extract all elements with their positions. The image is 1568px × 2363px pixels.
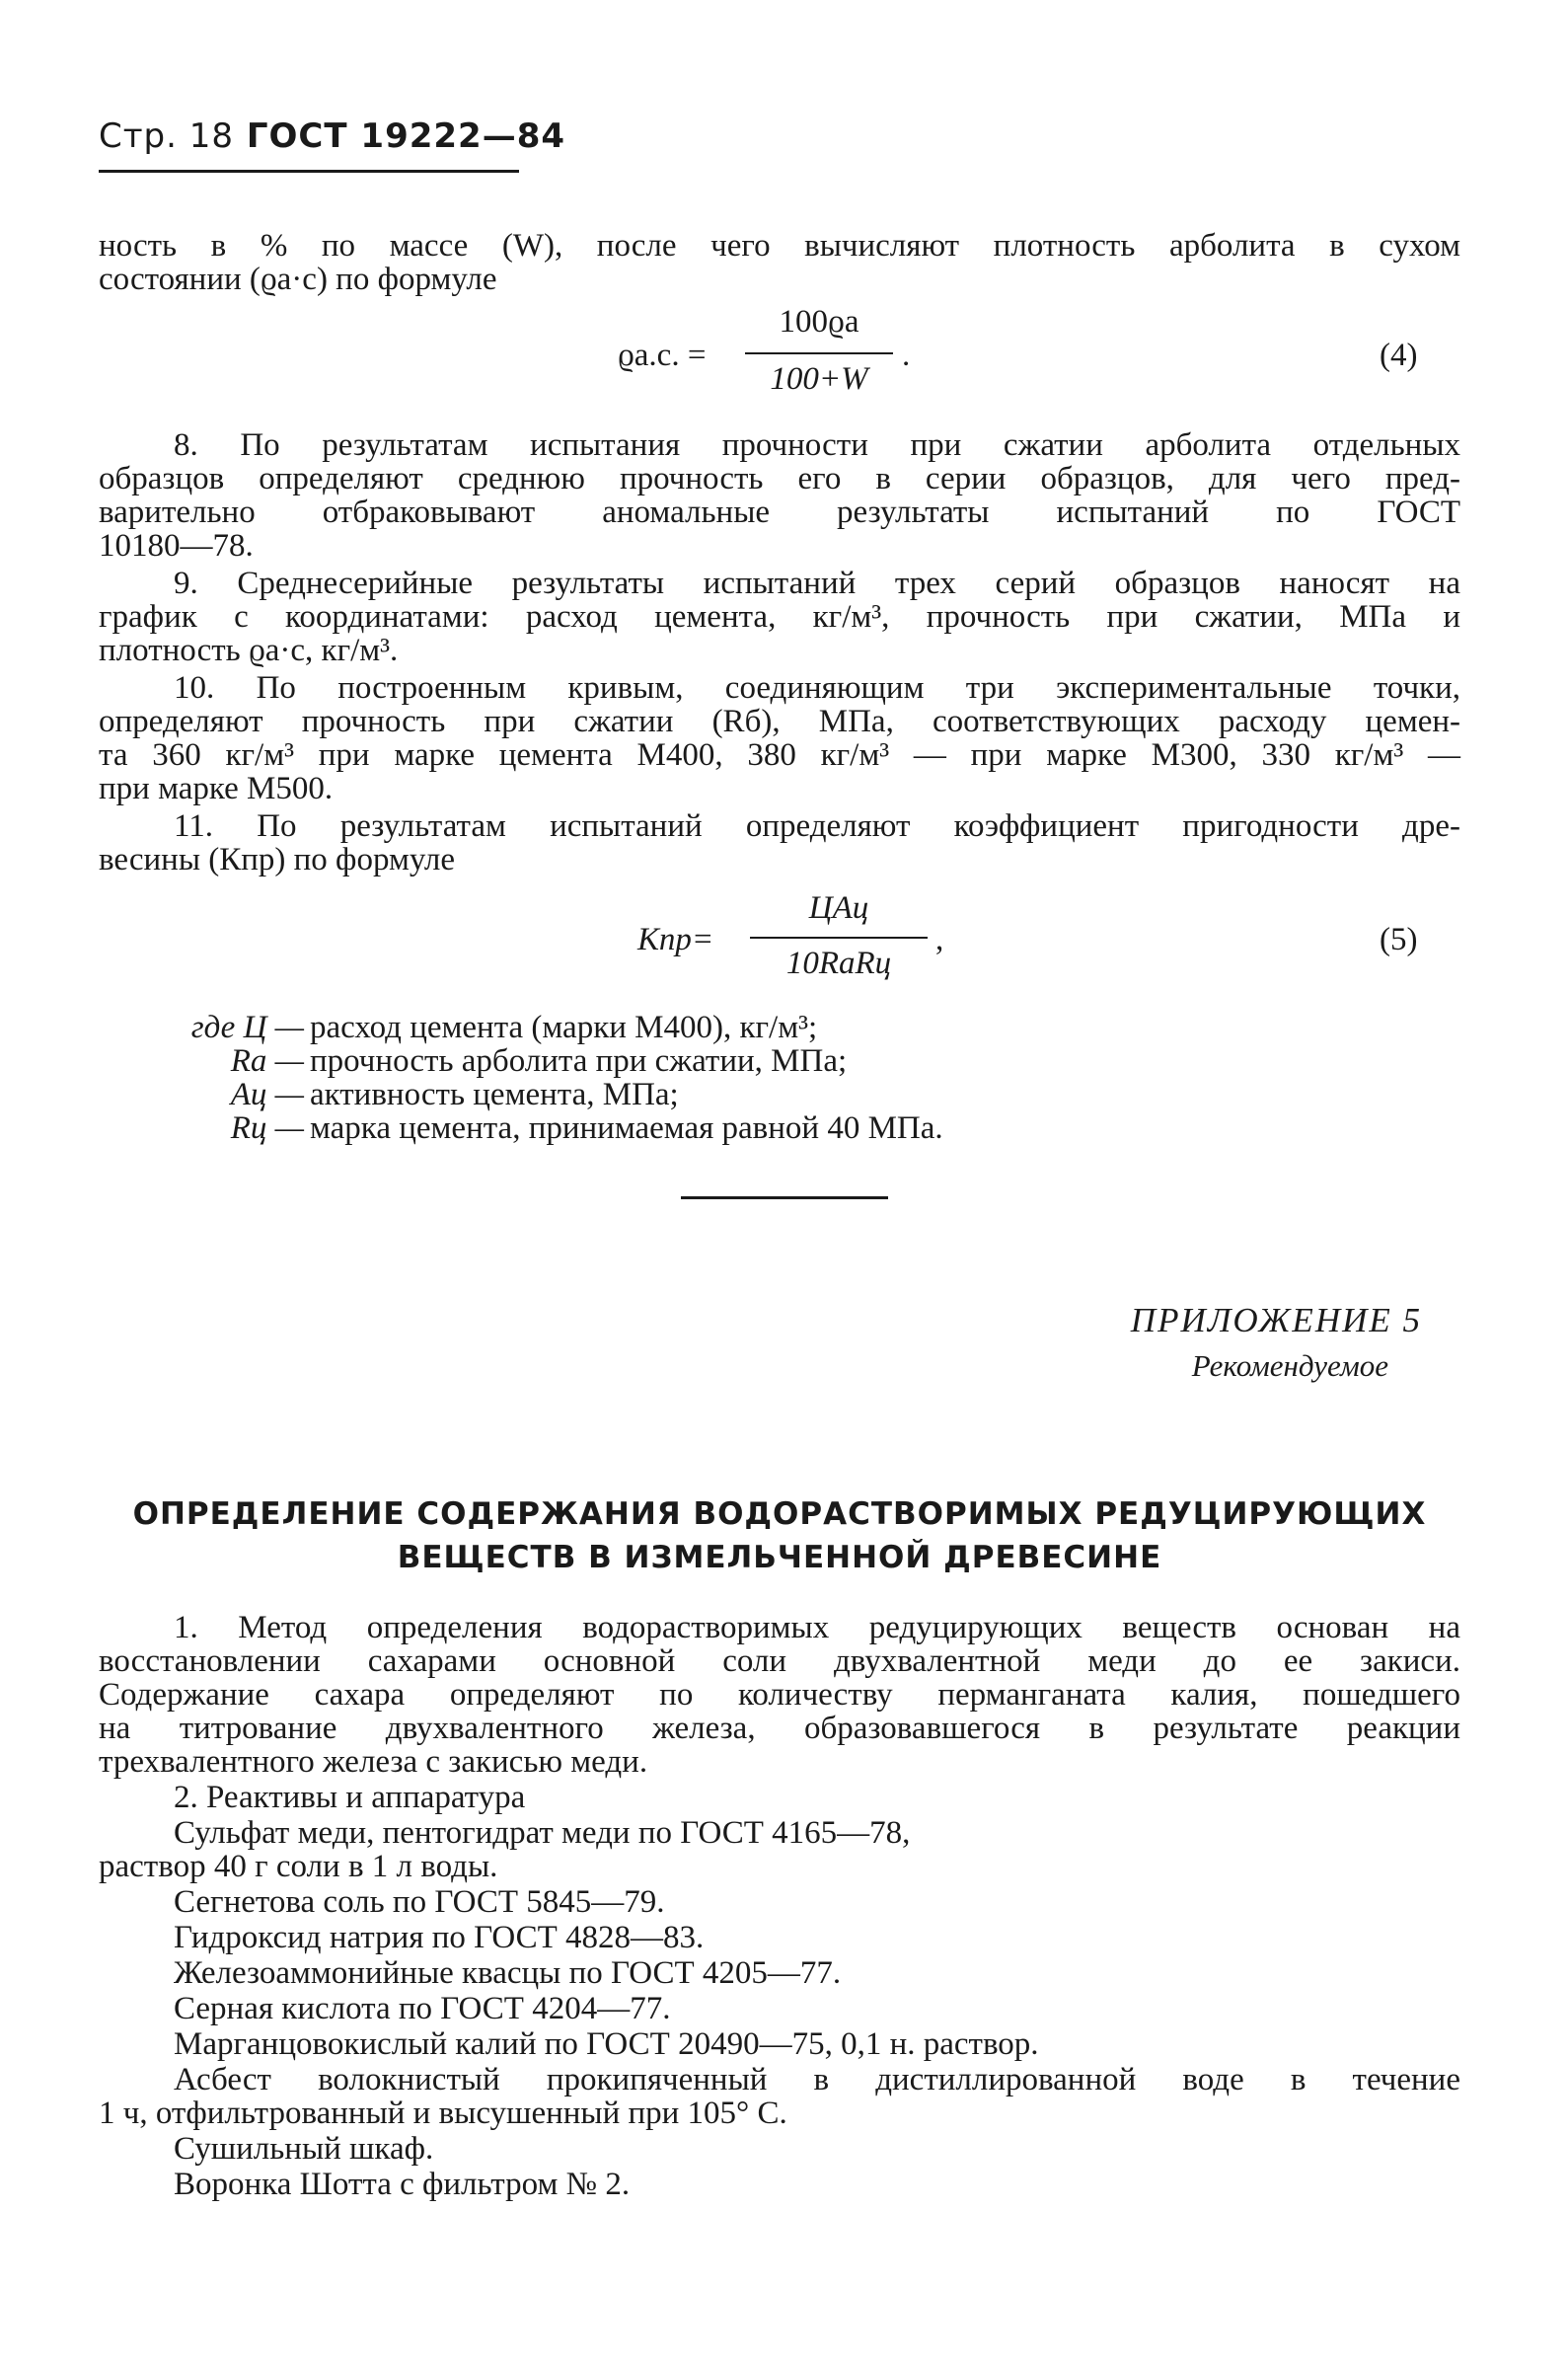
definition-text: марка цемента, принимаемая равной 40 МПа. xyxy=(310,1110,943,1146)
paragraph-intro-line1: ность в % по массе (W), после чего вычисляют плотность арболита в сухом xyxy=(99,228,1460,264)
formula-5-tail: , xyxy=(935,922,944,957)
paragraph-10-line1: 10. По построенным кривым, соединяющим три экспериментальные точки, xyxy=(174,670,1460,706)
appendix-label: ПРИЛОЖЕНИЕ 5 xyxy=(1130,1301,1422,1339)
appendix-para-1-line5: трехвалентного железа с закисью меди. xyxy=(99,1744,648,1780)
formula-5-denominator: 10RаRц xyxy=(785,946,892,981)
definition-text: активность цемента, МПа; xyxy=(310,1077,679,1112)
appendix-para-1-line4: на титрование двухвалентного железа, образовавшегося в результате реакции xyxy=(99,1711,1460,1746)
definition-symbol: Rа — xyxy=(230,1043,304,1079)
reagent-item: Сульфат меди, пентогидрат меди по ГОСТ 4165—78, xyxy=(174,1815,911,1851)
paragraph-9-line3: плотность ϱа·с, кг/м³. xyxy=(99,633,399,668)
paragraph-10-line4: при марке М500. xyxy=(99,771,334,806)
apparatus-item: Воронка Шотта с фильтром № 2. xyxy=(174,2167,631,2202)
formula-5-lhs: Кпр= xyxy=(637,922,714,957)
paragraph-8-line4: 10180—78. xyxy=(99,528,254,564)
paragraph-intro-line2: состоянии (ϱа·с) по формуле xyxy=(99,262,497,297)
formula-4-denominator: 100+W xyxy=(770,361,868,397)
reagent-item: 1 ч, отфильтрованный и высушенный при 105° С. xyxy=(99,2096,787,2131)
page-number: Стр. 18 xyxy=(99,116,235,156)
reagent-item: Гидроксид натрия по ГОСТ 4828—83. xyxy=(174,1920,705,1955)
appendix-para-1-line1: 1. Метод определения водорастворимых редуцирующих веществ основан на xyxy=(174,1610,1460,1645)
section-title-line2: ВЕЩЕСТВ В ИЗМЕЛЬЧЕННОЙ ДРЕВЕСИНЕ xyxy=(397,1540,1162,1575)
definition-symbol: Rц — xyxy=(230,1110,304,1146)
variable-definitions xyxy=(107,1011,943,1145)
reagent-item: Сегнетова соль по ГОСТ 5845—79. xyxy=(174,1884,665,1920)
paragraph-10-line2: определяют прочность при сжатии (Rб), МПа, соответствующих расходу цемен- xyxy=(99,704,1460,739)
formula-4-numerator: 100ϱа xyxy=(779,304,859,340)
paragraph-8-line3: варительно отбраковывают аномальные результаты испытаний по ГОСТ xyxy=(99,495,1460,530)
appendix-para-2-heading: 2. Реактивы и аппаратура xyxy=(174,1780,526,1815)
reagent-item: раствор 40 г соли в 1 л воды. xyxy=(99,1849,498,1884)
page-header xyxy=(99,116,565,156)
definition-row xyxy=(107,1011,943,1044)
formula-5-fraction-bar xyxy=(750,937,928,939)
paragraph-9-line2: график с координатами: расход цемента, кг/м³, прочность при сжатии, МПа и xyxy=(99,599,1460,635)
appendix-status: Рекомендуемое xyxy=(1191,1348,1388,1383)
section-separator xyxy=(681,1196,888,1199)
definition-row xyxy=(107,1078,943,1111)
definition-row xyxy=(107,1044,943,1078)
reagent-item: Серная кислота по ГОСТ 4204—77. xyxy=(174,1991,671,2026)
definition-text: прочность арболита при сжатии, МПа; xyxy=(310,1043,848,1079)
document-code: ГОСТ 19222—84 xyxy=(246,116,566,156)
paragraph-11-line2: весины (Кпр) по формуле xyxy=(99,842,455,877)
apparatus-item: Сушильный шкаф. xyxy=(174,2131,434,2167)
paragraph-10-line3: та 360 кг/м³ при марке цемента М400, 380 кг/м³ — при марке М300, 330 кг/м³ — xyxy=(99,737,1460,773)
definition-symbol: где Ц — xyxy=(190,1010,304,1045)
definition-symbol: Ац — xyxy=(230,1077,304,1112)
formula-4-number: (4) xyxy=(1380,338,1418,373)
definition-text: расход цемента (марки М400), кг/м³; xyxy=(310,1010,818,1045)
appendix-para-1-line2: восстановлении сахарами основной соли двухвалентной меди до ее закиси. xyxy=(99,1643,1460,1679)
paragraph-11-line1: 11. По результатам испытаний определяют коэффициент пригодности дре- xyxy=(174,808,1460,844)
reagent-item: Асбест волокнистый прокипяченный в дистиллированной воде в течение xyxy=(174,2062,1460,2097)
appendix-para-1-line3: Содержание сахара определяют по количеству перманганата калия, пошедшего xyxy=(99,1677,1460,1713)
formula-4-tail: . xyxy=(902,338,911,373)
reagent-item: Марганцовокислый калий по ГОСТ 20490—75, 0,1 н. раствор. xyxy=(174,2026,1039,2062)
paragraph-8-line1: 8. По результатам испытания прочности при сжатии арболита отдельных xyxy=(174,427,1460,463)
section-title-line1: ОПРЕДЕЛЕНИЕ СОДЕРЖАНИЯ ВОДОРАСТВОРИМЫХ РЕДУЦИРУЮЩИХ xyxy=(132,1496,1427,1532)
header-rule xyxy=(99,170,519,173)
reagent-item: Железоаммонийные квасцы по ГОСТ 4205—77. xyxy=(174,1955,842,1991)
formula-5-number: (5) xyxy=(1380,922,1418,957)
paragraph-9-line1: 9. Среднесерийные результаты испытаний трех серий образцов наносят на xyxy=(174,566,1460,601)
definition-row xyxy=(107,1111,943,1145)
formula-5-numerator: ЦАц xyxy=(808,890,869,926)
paragraph-8-line2: образцов определяют среднюю прочность его в серии образцов, для чего пред- xyxy=(99,461,1460,496)
formula-4-lhs: ϱа.с. = xyxy=(618,338,707,373)
formula-4-fraction-bar xyxy=(745,352,893,354)
